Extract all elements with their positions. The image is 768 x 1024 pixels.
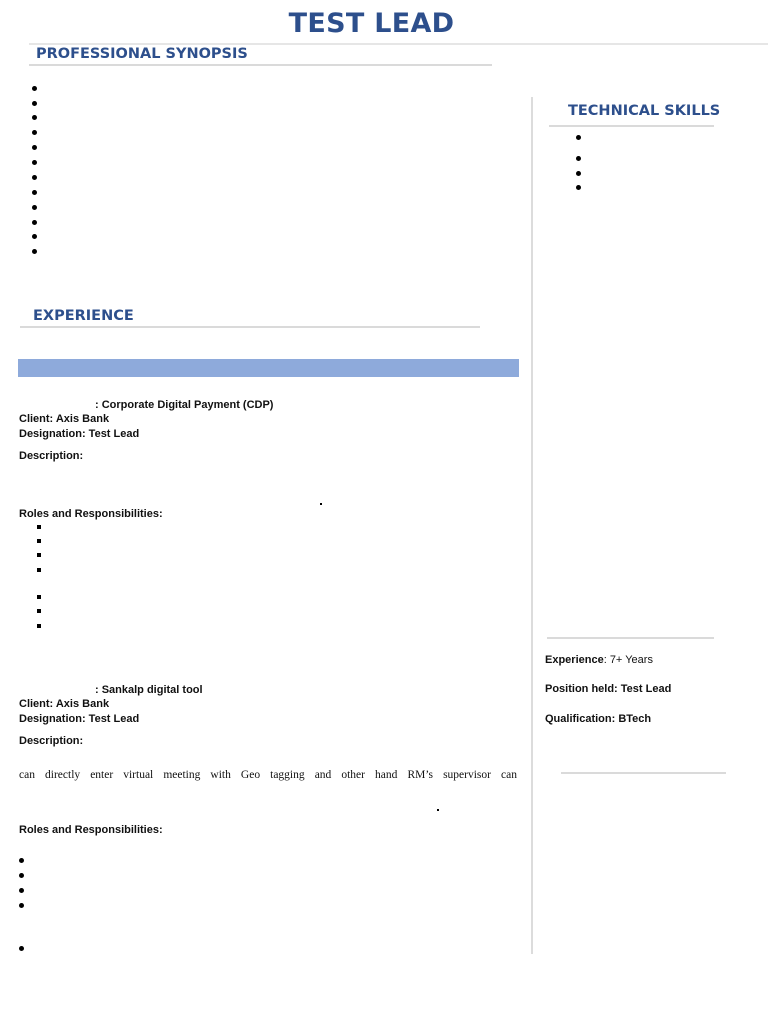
list-item <box>19 858 24 863</box>
project-client: Client: Axis Bank <box>19 413 110 425</box>
list-item <box>37 525 41 529</box>
synopsis-heading: PROFESSIONAL SYNOPSIS <box>36 46 248 62</box>
list-item <box>32 220 37 225</box>
list-item <box>19 946 24 951</box>
synopsis-divider <box>29 64 492 66</box>
list-item <box>37 539 41 543</box>
list-item <box>32 249 37 254</box>
list-item <box>32 86 37 91</box>
list-item <box>32 130 37 135</box>
text-fragment <box>320 503 322 505</box>
list-item <box>37 553 41 557</box>
skills-heading: TECHNICAL SKILLS <box>568 103 721 119</box>
list-item <box>32 175 37 180</box>
summary-bottom-divider <box>561 772 726 774</box>
list-item <box>576 171 581 176</box>
list-item <box>19 903 24 908</box>
list-item <box>32 115 37 120</box>
project-header-bar <box>18 359 519 377</box>
roles-label: Roles and Responsibilities: <box>19 508 163 520</box>
skills-divider <box>549 125 714 127</box>
description-label: Description: <box>19 735 84 747</box>
experience-divider <box>20 326 480 328</box>
list-item <box>37 609 41 613</box>
list-item <box>19 873 24 878</box>
description-text: can directly enter virtual meeting with Geo tagging and other hand RM’s supervisor can <box>19 769 517 781</box>
list-item <box>32 160 37 165</box>
list-item <box>32 190 37 195</box>
list-item <box>576 185 581 190</box>
list-item <box>37 624 41 628</box>
experience-summary-value: : 7+ Years <box>603 654 653 666</box>
description-label: Description: <box>19 450 84 462</box>
column-divider <box>531 97 533 954</box>
experience-summary-label: Experience <box>545 654 604 666</box>
list-item <box>37 595 41 599</box>
position-summary: Position held: Test Lead <box>545 683 672 695</box>
project-designation: Designation: Test Lead <box>19 428 140 440</box>
summary-top-divider <box>547 637 714 639</box>
project-client: Client: Axis Bank <box>19 698 110 710</box>
list-item <box>32 101 37 106</box>
text-fragment <box>437 809 439 811</box>
list-item <box>32 234 37 239</box>
page-title: TEST LEAD <box>288 8 455 39</box>
list-item <box>576 156 581 161</box>
list-item <box>576 135 581 140</box>
roles-label: Roles and Responsibilities: <box>19 824 163 836</box>
project-name: : Corporate Digital Payment (CDP) <box>95 399 274 411</box>
list-item <box>19 888 24 893</box>
title-divider <box>29 43 768 45</box>
list-item <box>32 205 37 210</box>
experience-heading: EXPERIENCE <box>33 308 134 324</box>
project-designation: Designation: Test Lead <box>19 713 140 725</box>
list-item <box>37 568 41 572</box>
experience-summary <box>545 654 653 666</box>
qualification-summary: Qualification: BTech <box>545 713 652 725</box>
list-item <box>32 145 37 150</box>
project-name: : Sankalp digital tool <box>95 684 203 696</box>
